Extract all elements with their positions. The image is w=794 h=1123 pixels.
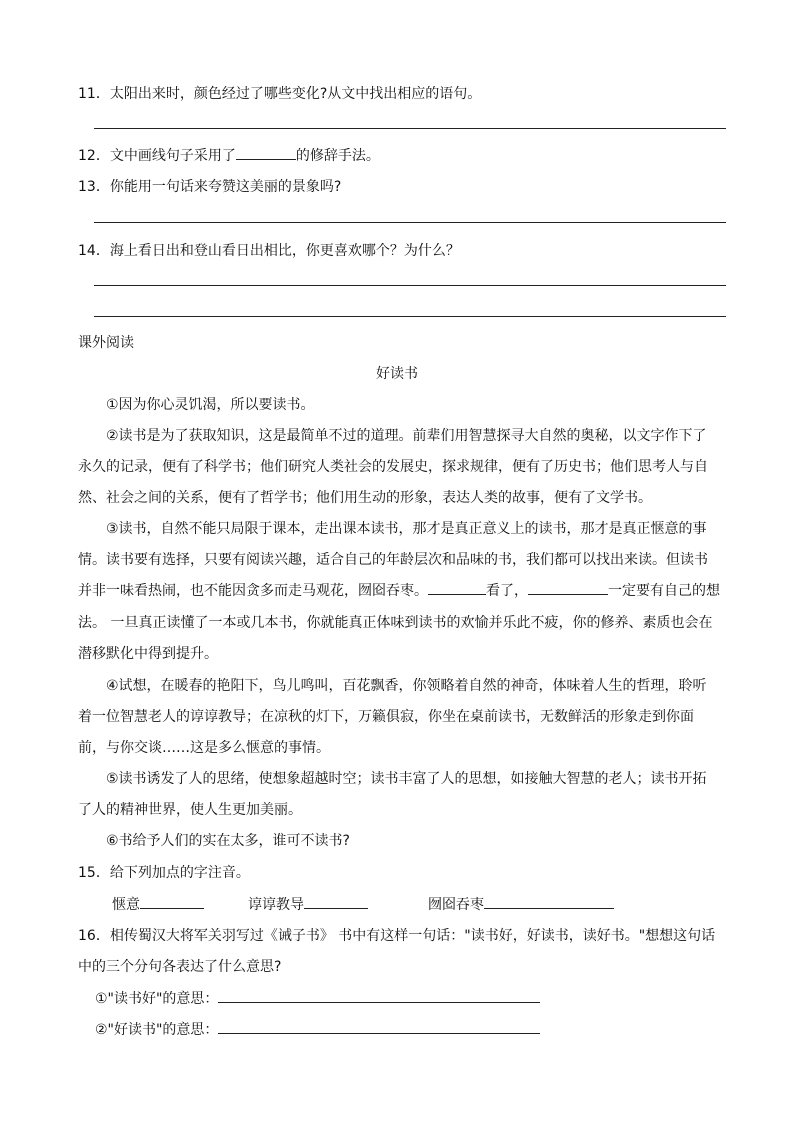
- paragraph-3-line-4: 法。 一旦真正读懂了一本或几本书，你就能真正体味到读书的欢愉并乐此不疲，你的修养、素质也会在: [78, 615, 713, 631]
- paragraph-3-line-3-c: 一定要有自己的想: [608, 583, 720, 599]
- answer-blank-16-1[interactable]: [218, 988, 540, 1003]
- pinyin-item-1: [112, 894, 204, 914]
- question-15: 15．给下列加点的字注音。: [78, 865, 250, 881]
- question-16-sub-1: [95, 988, 540, 1008]
- answer-line-14b[interactable]: [94, 316, 726, 317]
- pinyin-item-2: [248, 894, 368, 914]
- paragraph-4-line-3: 前，与你交谈……这是多么惬意的事情。: [78, 740, 330, 756]
- paragraph-4-line-2: 着一位智慧老人的谆谆教导；在凉秋的灯下，万籁俱寂，你坐在桌前读书，无数鲜活的形象走到你面: [78, 709, 694, 725]
- pinyin-item-3: [428, 894, 614, 914]
- paragraph-3-line-1: ③读书，自然不能只局限于课本，走出课本读书，那才是真正意义上的读书，那才是真正惬意的事: [106, 521, 707, 537]
- paragraph-3-line-3: [78, 580, 720, 600]
- paragraph-5-line-2: 了人的精神世界，使人生更加美丽。: [78, 802, 302, 818]
- question-11: 11．太阳出来时，颜色经过了哪些变化?从文中找出相应的语句。: [78, 86, 482, 102]
- paragraph-4-line-1: ④试想，在暖春的艳阳下，鸟儿鸣叫，百花飘香，你领略着自然的神奇，体味着人生的哲理，聆听: [106, 678, 707, 694]
- answer-blank-12[interactable]: [236, 145, 296, 160]
- paragraph-2-line-2: 永久的记录，便有了科学书；他们研究人类社会的发展史，探求规律，便有了历史书；他们思考人与自: [78, 459, 708, 475]
- pinyin-blank-3[interactable]: [484, 894, 614, 909]
- pinyin-word-2: 谆谆教导: [248, 897, 304, 913]
- answer-blank-16-2[interactable]: [218, 1019, 540, 1034]
- paragraph-blank-1[interactable]: [428, 580, 486, 595]
- paragraph-5-line-1: ⑤读书诱发了人的思绪，使想象超越时空；读书丰富了人的思想，如接触大智慧的老人；读书开拓: [106, 771, 707, 787]
- question-12-before: 12．文中画线句子采用了: [78, 148, 236, 164]
- question-13: 13．你能用一句话来夸赞这美丽的景象吗?: [78, 179, 342, 195]
- paragraph-blank-2[interactable]: [528, 580, 608, 595]
- question-16-line-1: 16．相传蜀汉大将军关羽写过《诫子书》 书中有这样一句话："读书好，好读书，读好书。"想想这句话: [78, 928, 716, 944]
- paragraph-3-line-5: 潜移默化中得到提升。: [78, 646, 218, 662]
- question-12-after: 的修辞手法。: [295, 148, 380, 164]
- question-14: 14．海上看日出和登山看日出相比，你更喜欢哪个？为什么？: [78, 243, 460, 259]
- answer-line-13[interactable]: [94, 222, 726, 223]
- paragraph-1: ①因为你心灵饥渴，所以要读书。: [106, 397, 315, 413]
- question-16-sub-2: [95, 1019, 540, 1039]
- section-label: 课外阅读: [78, 335, 134, 351]
- paragraph-3-line-2: 情。读书要有选择，只要有阅读兴趣，适合自己的年龄层次和品味的书，我们都可以找出来读。但读书: [78, 552, 708, 568]
- pinyin-blank-2[interactable]: [304, 894, 368, 909]
- article-title: 好读书: [376, 366, 418, 382]
- question-16-line-2: 中的三个分句各表达了什么意思?: [78, 959, 282, 975]
- question-16-sub-1-label: ①"读书好"的意思：: [95, 991, 219, 1007]
- paragraph-6: ⑥书给予人们的实在太多，谁可不读书?: [106, 833, 350, 849]
- question-12: [78, 145, 380, 165]
- paragraph-3-line-3-a: 并非一味看热闹，也不能因贪多而走马观花，囫囵吞枣。: [78, 583, 428, 599]
- pinyin-blank-1[interactable]: [140, 894, 204, 909]
- answer-line-11[interactable]: [94, 128, 726, 129]
- answer-line-14a[interactable]: [94, 285, 726, 286]
- pinyin-word-3: 囫囵吞枣: [428, 897, 484, 913]
- paragraph-3-line-3-b: 看了，: [486, 583, 528, 599]
- paragraph-2-line-3: 然、社会之间的关系，便有了哲学书；他们用生动的形象，表达人类的故事，便有了文学书。: [78, 490, 652, 506]
- question-16-sub-2-label: ②"好读书"的意思：: [95, 1022, 219, 1038]
- paragraph-2-line-1: ②读书是为了获取知识，这是最简单不过的道理。前辈们用智慧探寻大自然的奥秘，以文字作下了: [106, 428, 707, 444]
- pinyin-word-1: 惬意: [112, 897, 140, 913]
